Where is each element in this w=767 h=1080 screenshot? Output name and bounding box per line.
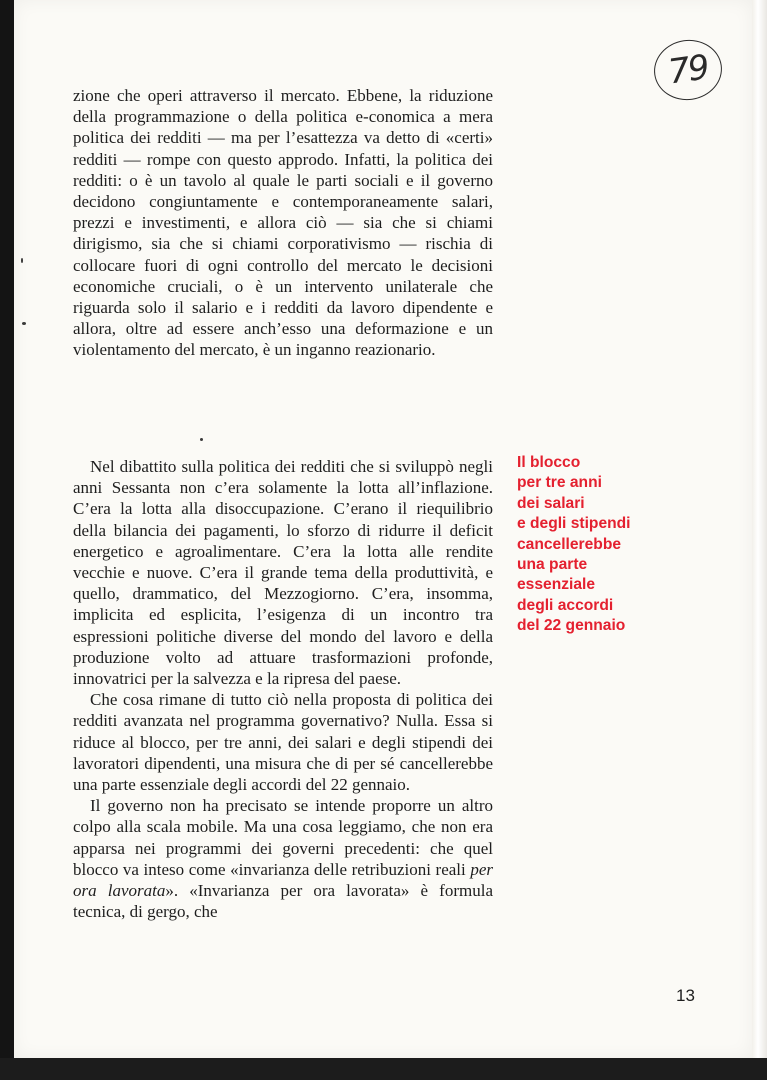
paragraph-1: Nel dibattito sulla politica dei redditi che si sviluppò negli anni Sessanta non c’era solamente la lotta all’inflazione. C’era la lotta alla disoccupazione. C’erano il riequilibrio della bilancia dei pagamenti, lo sforzo di ridurre il deficit energetico e agroalimentare. C’era la lotta alle rendite vecchie e nuove. C’era il grande tema della produttività, e quello, drammatico, del Mezzogiorno. C’era, insomma, implicita ed esplicita, l’esigenza di un incontro tra espressioni politiche diverse del mondo del lavoro e della produzione volto ad attuare trasformazioni profonde, innovatrici per la salvezza e la ripresa del paese. [73,457,493,689]
pull-quote-line: essenziale [517,576,596,594]
scan-speck [22,322,26,325]
pull-quote [517,453,717,637]
page-edge [752,0,767,1080]
paragraph-top: zione che operi attraverso il mercato. Ebbene, la riduzione della programmazione o della politica e-conomica a mera politica dei redditi — ma per l’esattezza va detto di «certi» redditi — rompe con questo approdo. Infatti, la politica dei redditi: o è un tavolo al quale le parti sociali e il governo decidono congiuntamente e contemporaneamente salari, prezzi e investimenti, e allora ciò — sia che si chiami dirigismo, sia che si chiami corporativismo — rischia di collocare fuori di ogni controllo del mercato le decisioni economiche cruciali, o è un intervento unilaterale che riguarda solo il salario e i redditi da lavoro dipendente e allora, oltre ad essere anch’esso una deformazione e un violentamento del mercato, è un inganno reazionario. [73,86,493,360]
paragraph-3-italic: per ora lavorata [73,859,493,901]
scan-speck [200,438,203,441]
pull-quote-line: per tre anni [517,474,602,492]
pull-quote-line: cancellerebbe [517,535,622,553]
pull-quote-line: del 22 gennaio [517,617,626,635]
article-top-section [73,85,493,361]
pull-quote-line: degli accordi [517,596,614,614]
pull-quote-line: una parte [517,556,588,574]
scan-border [0,1058,767,1080]
paragraph-2: Che cosa rimane di tutto ciò nella proposta di politica dei redditi avanzata nel programma governativo? Nulla. Essa si riduce al blocco, per tre anni, dei salari e degli stipendi dei lavoratori dipendenti, una misura che di per sé cancellerebbe una parte essenziale degli accordi del 22 gennaio. [73,690,493,795]
paragraph-3 [73,795,493,922]
paragraph-3-start: Il governo non ha precisato se intende proporre un altro colpo alla scala mobile. Ma una cosa leggiamo, che non era apparsa nei programmi dei governi precedenti: che quel blocco va inteso come «invarianza delle retribuzioni reali [73,796,493,879]
paragraph-3-end: ». «Invarianza per ora lavorata» è formula tecnica, di gergo, che [73,881,493,922]
pull-quote-line: Il blocco [517,454,581,471]
handwritten-page-number: 79 [650,36,726,105]
page-folio: 13 [676,986,695,1005]
pull-quote-line: e degli stipendi [517,515,631,533]
pull-quote-line: dei salari [517,494,585,512]
scan-speck [21,258,23,263]
article-bottom-section [73,456,493,922]
